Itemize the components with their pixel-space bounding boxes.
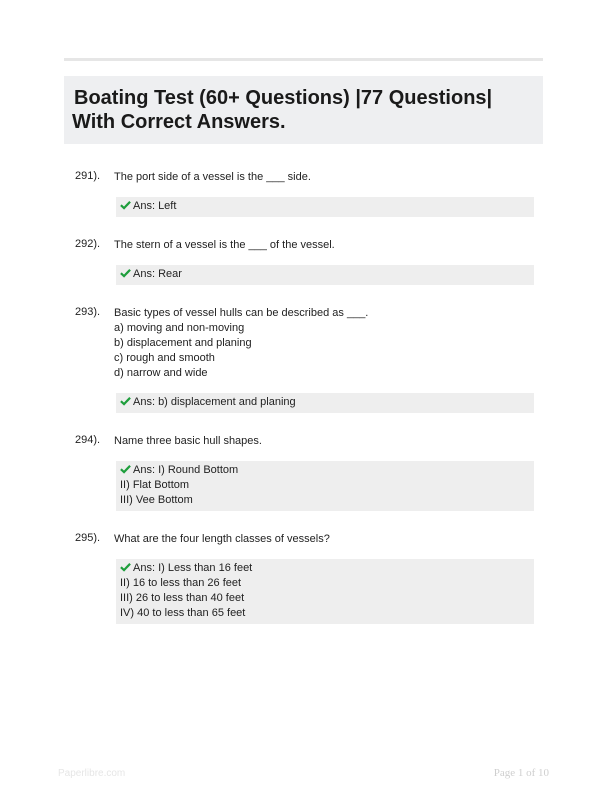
option-a: a) moving and non-moving	[114, 322, 245, 334]
answer-line	[120, 561, 530, 576]
page-number: Page 1 of 10	[493, 767, 549, 779]
answer-text: Ans: Rear	[133, 268, 182, 280]
check-icon	[120, 562, 131, 572]
question-number: 293).	[75, 306, 101, 318]
option-d: d) narrow and wide	[114, 367, 208, 379]
title-line-2: With Correct Answers.	[72, 111, 286, 133]
question-text: The stern of a vessel is the ___ of the vessel.	[114, 239, 335, 251]
question-291	[75, 170, 535, 217]
check-icon	[120, 396, 131, 406]
option-c: c) rough and smooth	[114, 352, 215, 364]
answer-box	[116, 461, 534, 511]
answer-text: Ans: I) Round Bottom	[133, 464, 239, 476]
answer-line: II) 16 to less than 26 feet	[120, 577, 242, 589]
title-box	[64, 76, 543, 144]
answer-box	[116, 197, 534, 217]
page-title	[72, 86, 535, 134]
check-icon	[120, 200, 131, 210]
top-divider	[64, 58, 543, 61]
question-text: What are the four length classes of vessels?	[114, 533, 330, 545]
answer-line: II) Flat Bottom	[120, 479, 190, 491]
answer-box	[116, 393, 534, 413]
title-line-1: Boating Test (60+ Questions) |77 Questions|	[74, 87, 493, 109]
footer-site: Paperlibre.com	[58, 768, 126, 779]
answer-line	[120, 395, 530, 410]
question-292	[75, 238, 535, 285]
answer-text: Ans: Left	[133, 200, 177, 212]
answer-box	[116, 559, 534, 624]
answer-line	[120, 267, 530, 282]
answer-text: Ans: b) displacement and planing	[133, 396, 296, 408]
answer-box	[116, 265, 534, 285]
question-number: 295).	[75, 532, 101, 544]
question-293	[75, 306, 535, 413]
question-text	[114, 306, 535, 381]
answer-text: Ans: I) Less than 16 feet	[133, 562, 253, 574]
question-number: 292).	[75, 238, 101, 250]
answer-line	[120, 199, 530, 214]
option-b: b) displacement and planing	[114, 337, 252, 349]
question-stem: Basic types of vessel hulls can be described as ___.	[114, 307, 369, 319]
question-294	[75, 434, 535, 511]
question-text: The port side of a vessel is the ___ side.	[114, 171, 311, 183]
check-icon	[120, 268, 131, 278]
question-text: Name three basic hull shapes.	[114, 435, 262, 447]
answer-line: IV) 40 to less than 65 feet	[120, 607, 246, 619]
answer-line: III) Vee Bottom	[120, 494, 193, 506]
answer-line: III) 26 to less than 40 feet	[120, 592, 245, 604]
check-icon	[120, 464, 131, 474]
answer-line	[120, 463, 530, 478]
question-number: 294).	[75, 434, 101, 446]
question-number: 291).	[75, 170, 101, 182]
question-295	[75, 532, 535, 624]
